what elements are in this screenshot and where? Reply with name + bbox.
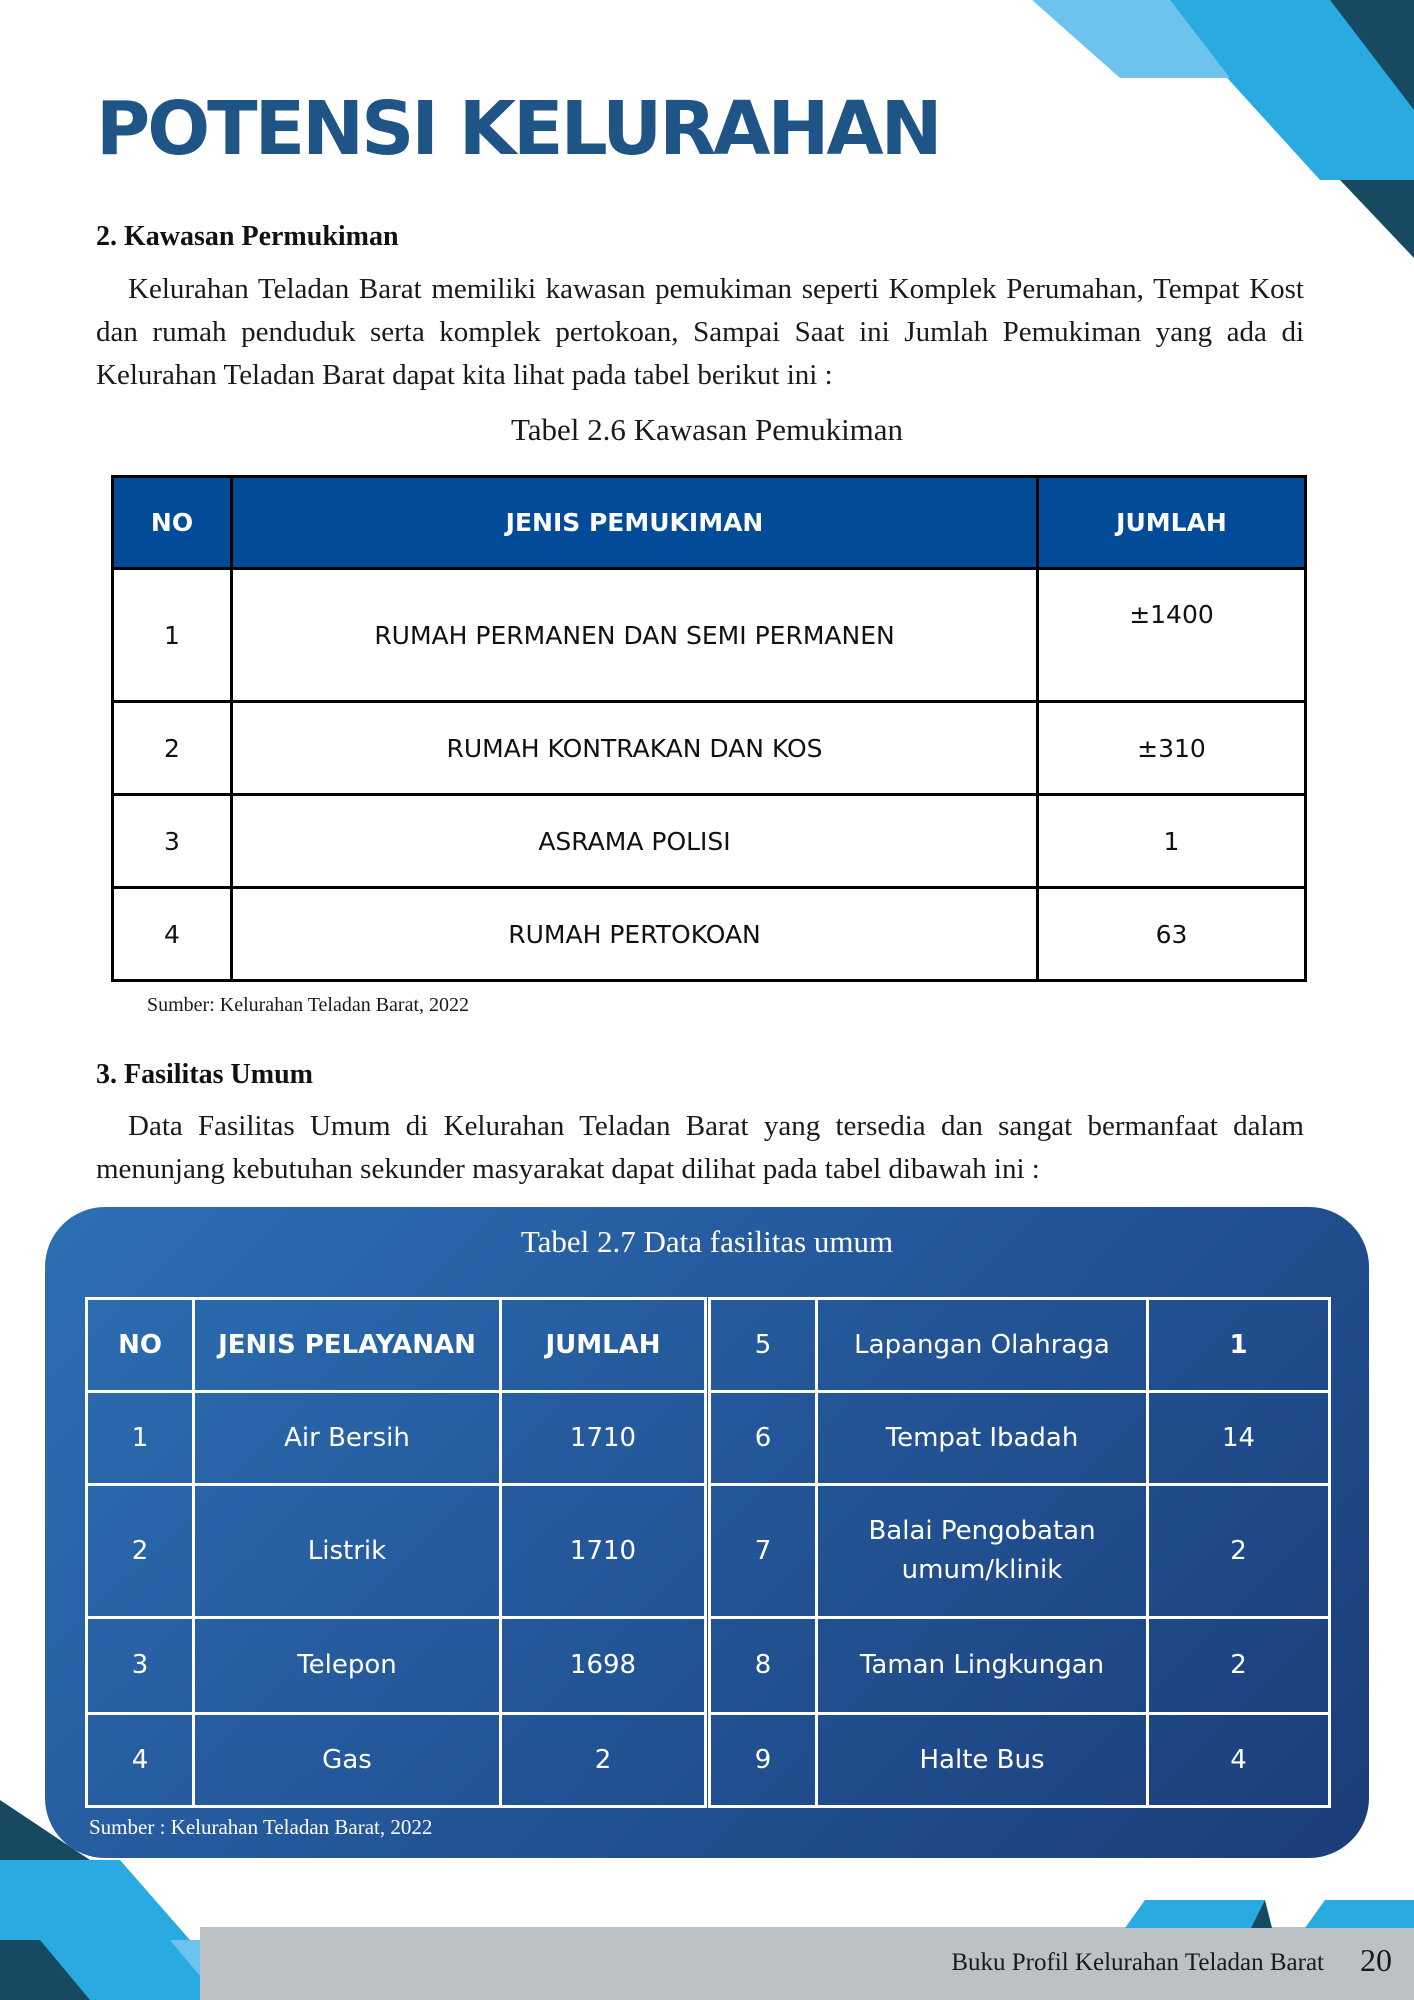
table-row xyxy=(710,1299,1330,1392)
table-row xyxy=(710,1485,1330,1618)
table-cell: RUMAH PERMANEN DAN SEMI PERMANEN xyxy=(232,569,1038,702)
table-cell: Tempat Ibadah xyxy=(817,1392,1148,1485)
table-cell: 63 xyxy=(1038,888,1306,981)
table-header-row xyxy=(87,1299,706,1392)
column-header: NO xyxy=(87,1299,194,1392)
table-row xyxy=(113,569,1306,702)
table-fasilitas-right xyxy=(708,1297,1331,1808)
table-cell: 1698 xyxy=(501,1618,706,1714)
table-cell: Air Bersih xyxy=(194,1392,501,1485)
table-fasilitas-left xyxy=(85,1297,707,1808)
table-row xyxy=(113,702,1306,795)
table-cell: RUMAH KONTRAKAN DAN KOS xyxy=(232,702,1038,795)
table-source-2-6: Sumber: Kelurahan Teladan Barat, 2022 xyxy=(147,994,470,1016)
section-paragraph-fasilitas: Data Fasilitas Umum di Kelurahan Teladan Barat yang tersedia dan sangat bermanfaat dalam menunjang kebutuhan sekunder masyarakat dapat dilihat pada tabel dibawah ini : xyxy=(96,1110,1304,1185)
column-header: NO xyxy=(113,477,232,569)
table-cell: Halte Bus xyxy=(817,1714,1148,1807)
table-cell: 8 xyxy=(710,1618,817,1714)
table-row xyxy=(710,1714,1330,1807)
table-cell: 7 xyxy=(710,1485,817,1618)
table-cell: Gas xyxy=(194,1714,501,1807)
table-cell: 4 xyxy=(113,888,232,981)
table-cell: 4 xyxy=(87,1714,194,1807)
table-cell: 3 xyxy=(113,795,232,888)
section-heading-kawasan-permukiman: 2. Kawasan Permukiman xyxy=(96,221,399,252)
table-cell: RUMAH PERTOKOAN xyxy=(232,888,1038,981)
table-source-2-7: Sumber : Kelurahan Teladan Barat, 2022 xyxy=(89,1815,433,1839)
column-header: JUMLAH xyxy=(501,1299,706,1392)
column-header: JENIS PELAYANAN xyxy=(194,1299,501,1392)
table-cell: 2 xyxy=(113,702,232,795)
section-paragraph-permukiman: Kelurahan Teladan Barat memiliki kawasan pemukiman seperti Komplek Perumahan, Tempat Kost dan rumah penduduk serta komplek pertokoan, Sampai Saat ini Jumlah Pemukiman yang ada di Kelurahan Teladan Barat dapat kita lihat pada tabel berikut ini : xyxy=(96,273,1304,391)
table-cell: 1710 xyxy=(501,1392,706,1485)
table-cell: 2 xyxy=(501,1714,706,1807)
table-cell: 4 xyxy=(1148,1714,1330,1807)
footer-accent-decoration xyxy=(1125,1900,1414,1928)
table-cell: ±310 xyxy=(1038,702,1306,795)
table-caption-2-7: Tabel 2.7 Data fasilitas umum xyxy=(520,1224,894,1259)
table-cell: 2 xyxy=(1148,1618,1330,1714)
column-header: JUMLAH xyxy=(1038,477,1306,569)
table-kawasan-pemukiman xyxy=(111,475,1307,982)
page-number: 20 xyxy=(1360,1942,1392,1978)
table-cell: 9 xyxy=(710,1714,817,1807)
table-cell: Telepon xyxy=(194,1618,501,1714)
table-row xyxy=(87,1485,706,1618)
table-row xyxy=(87,1392,706,1485)
table-cell: 14 xyxy=(1148,1392,1330,1485)
table-cell: 6 xyxy=(710,1392,817,1485)
table-cell: 1710 xyxy=(501,1485,706,1618)
table-cell: 3 xyxy=(87,1618,194,1714)
table-row xyxy=(710,1392,1330,1485)
table-cell: Balai Pengobatan umum/klinik xyxy=(817,1485,1148,1618)
table-header-row xyxy=(113,477,1306,569)
table-cell: 5 xyxy=(710,1299,817,1392)
table-cell: 2 xyxy=(87,1485,194,1618)
table-cell: 1 xyxy=(1148,1299,1330,1392)
table-row xyxy=(87,1618,706,1714)
table-caption-2-6: Tabel 2.6 Kawasan Pemukiman xyxy=(510,412,904,447)
top-right-decoration xyxy=(1020,0,1414,260)
table-cell: 1 xyxy=(113,569,232,702)
table-cell: ASRAMA POLISI xyxy=(232,795,1038,888)
page-title: POTENSI KELURAHAN xyxy=(96,86,940,172)
table-cell: ±1400 xyxy=(1038,569,1306,702)
table-row xyxy=(113,888,1306,981)
table-cell: 1 xyxy=(1038,795,1306,888)
table-cell: Taman Lingkungan xyxy=(817,1618,1148,1714)
table-cell: Listrik xyxy=(194,1485,501,1618)
table-row xyxy=(87,1714,706,1807)
column-header: JENIS PEMUKIMAN xyxy=(232,477,1038,569)
table-cell: 1 xyxy=(87,1392,194,1485)
table-cell: 2 xyxy=(1148,1485,1330,1618)
table-cell: Lapangan Olahraga xyxy=(817,1299,1148,1392)
table-row xyxy=(710,1618,1330,1714)
table-row xyxy=(113,795,1306,888)
section-heading-fasilitas-umum: 3. Fasilitas Umum xyxy=(96,1059,313,1090)
footer-book-title: Buku Profil Kelurahan Teladan Barat xyxy=(951,1949,1324,1976)
